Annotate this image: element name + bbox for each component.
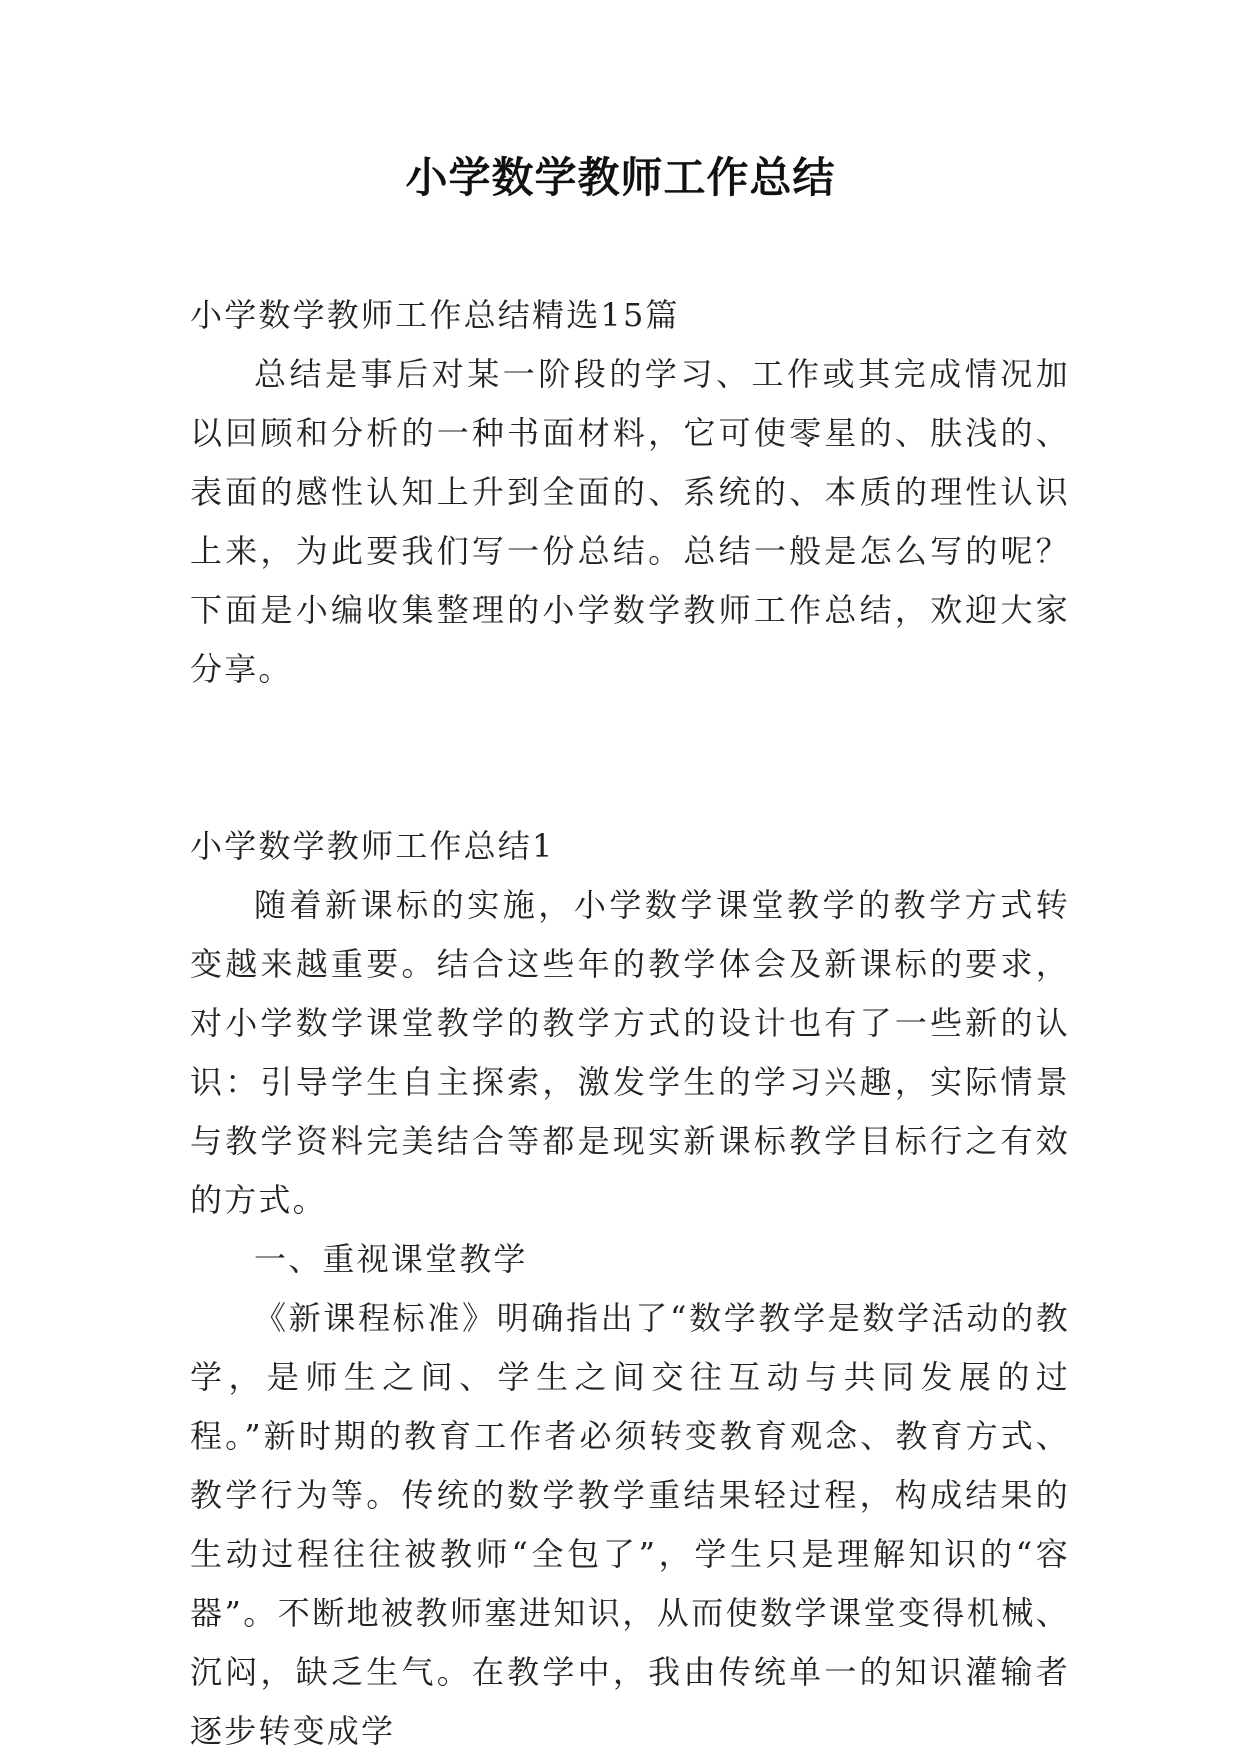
section-heading: 小学数学教师工作总结1 (190, 827, 555, 865)
document-subtitle: 小学数学教师工作总结精选15篇 (190, 296, 680, 334)
document-title: 小学数学教师工作总结 (405, 153, 836, 202)
subsection-heading: 一、重视课堂教学 (254, 1240, 528, 1278)
section-paragraph: 随着新课标的实施，小学数学课堂教学的教学方式转变越来越重要。结合这些年的教学体会及新课标的要求，对小学数学课堂教学的教学方式的设计也有了一些新的认识：引导学生自主探索，激发学生的学习兴趣，实际情景与教学资料完美结合等都是现实新课标教学目标行之有效的方式。 (190, 886, 1070, 1219)
subsection-paragraph: 《新课程标准》明确指出了“数学教学是数学活动的教学，是师生之间、学生之间交往互动与共同发展的过程。”新时期的教育工作者必须转变教育观念、教育方式、教学行为等。传统的数学教学重结果轻过程，构成结果的生动过程往往被教师“全包了”，学生只是理解知识的“容器”。不断地被教师塞进知识，从而使数学课堂变得机械、沉闷，缺乏生气。在教学中，我由传统单一的知识灌输者逐步转变成学 (190, 1299, 1070, 1750)
intro-paragraph: 总结是事后对某一阶段的学习、工作或其完成情况加以回顾和分析的一种书面材料，它可使零星的、肤浅的、表面的感性认知上升到全面的、系统的、本质的理性认识上来，为此要我们写一份总结。总结一般是怎么写的呢？下面是小编收集整理的小学数学教师工作总结，欢迎大家分享。 (190, 355, 1070, 688)
section-spacer (190, 699, 1070, 817)
document-body (190, 286, 1070, 1761)
